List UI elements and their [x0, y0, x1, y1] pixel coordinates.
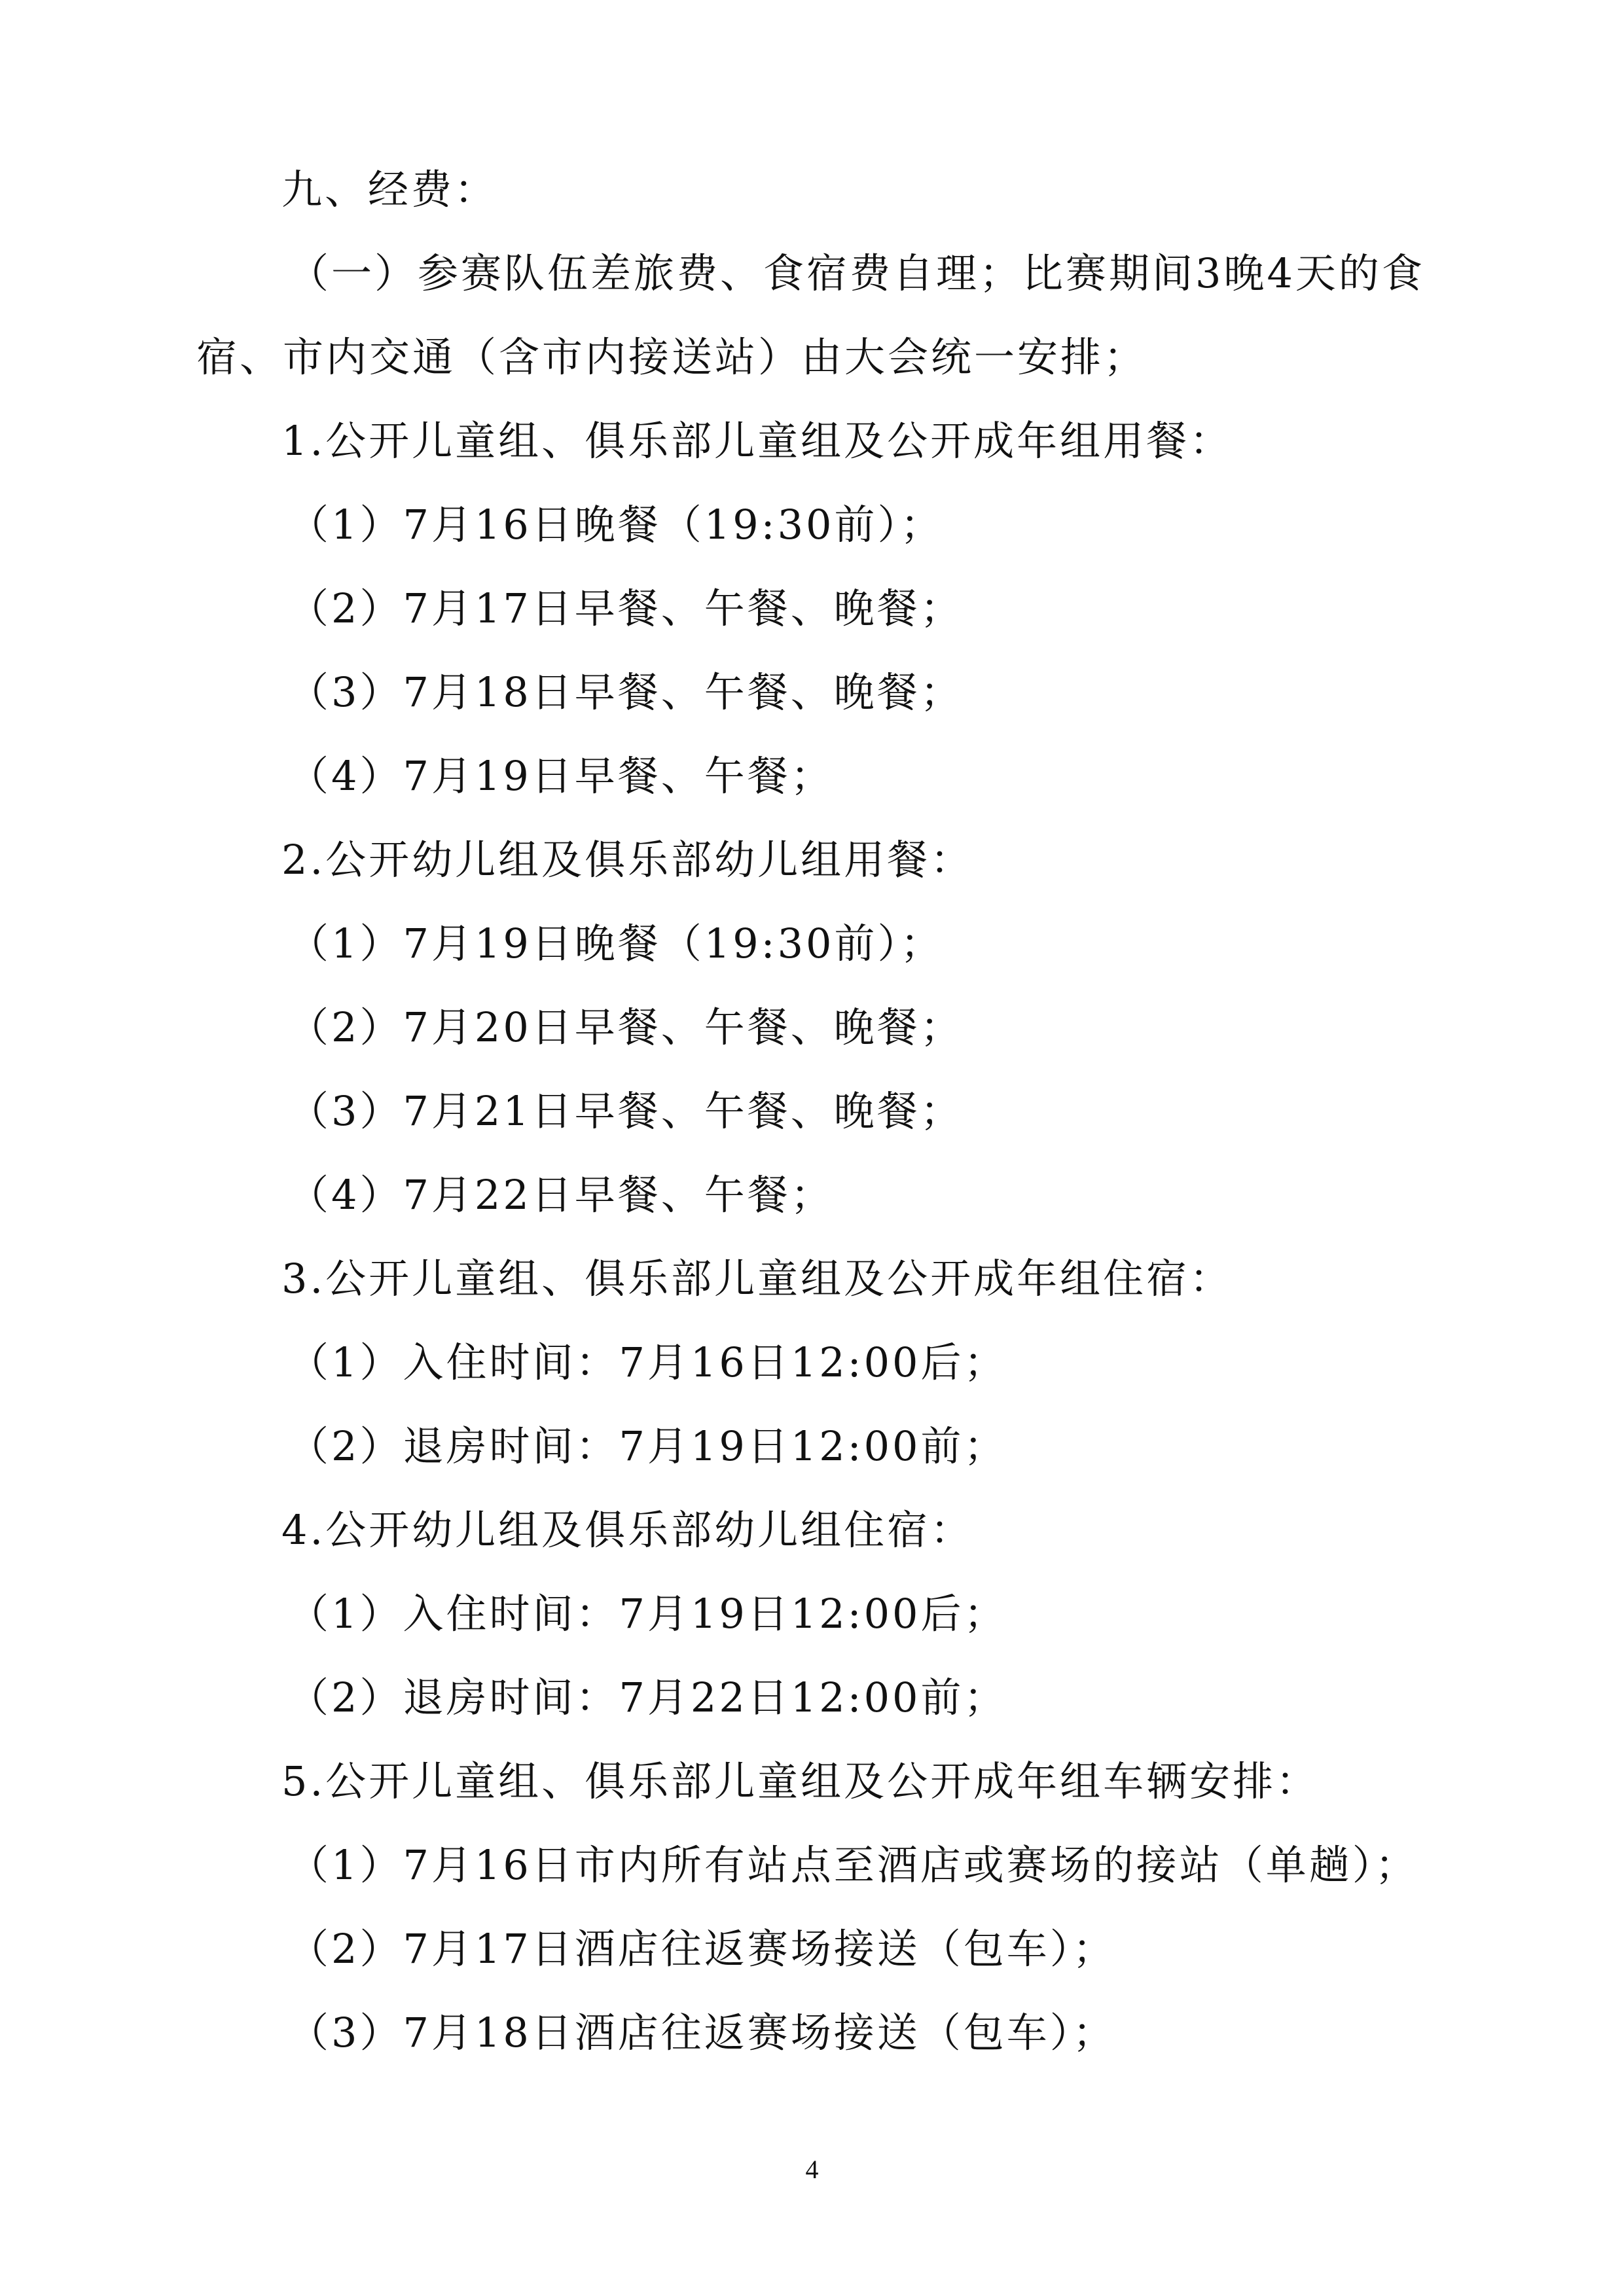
paragraph-line: 宿、市内交通（含市内接送站）由大会统一安排；	[196, 333, 1147, 381]
section-heading: 九、经费：	[281, 166, 498, 213]
list-item: 1.公开儿童组、俱乐部儿童组及公开成年组用餐：	[281, 417, 1233, 465]
list-item: 2.公开幼儿组及俱乐部幼儿组用餐：	[281, 836, 974, 884]
list-item: （3）7月21日早餐、午餐、晚餐；	[288, 1087, 964, 1135]
list-item: （1）入住时间：7月16日12:00后；	[288, 1338, 1007, 1386]
list-item: （2）7月17日酒店往返赛场接送（包车）；	[288, 1925, 1116, 1973]
list-item: （2）退房时间：7月19日12:00前；	[288, 1422, 1007, 1470]
list-item: （2）退房时间：7月22日12:00前；	[288, 1674, 1007, 1721]
paragraph-line: （一）参赛队伍差旅费、食宿费自理；比赛期间3晚4天的食	[288, 249, 1425, 297]
list-item: （3）7月18日早餐、午餐、晚餐；	[288, 668, 964, 716]
list-item: （1）7月16日晚餐（19:30前）；	[288, 501, 944, 548]
list-item: 3.公开儿童组、俱乐部儿童组及公开成年组住宿：	[281, 1255, 1233, 1302]
list-item: （1）入住时间：7月19日12:00后；	[288, 1590, 1007, 1638]
list-item: （3）7月18日酒店往返赛场接送（包车）；	[288, 2009, 1116, 2056]
list-item: （2）7月20日早餐、午餐、晚餐；	[288, 1003, 964, 1051]
list-item: （1）7月19日晚餐（19:30前）；	[288, 920, 944, 967]
list-item: （1）7月16日市内所有站点至酒店或赛场的接站（单趟）；	[288, 1841, 1418, 1889]
list-item: 5.公开儿童组、俱乐部儿童组及公开成年组车辆安排：	[281, 1757, 1320, 1805]
list-item: （4）7月19日早餐、午餐；	[288, 752, 834, 800]
list-item: （2）7月17日早餐、午餐、晚餐；	[288, 584, 964, 632]
list-item: （4）7月22日早餐、午餐；	[288, 1171, 834, 1219]
page-number: 4	[805, 2155, 819, 2184]
list-item: 4.公开幼儿组及俱乐部幼儿组住宿：	[281, 1506, 974, 1554]
